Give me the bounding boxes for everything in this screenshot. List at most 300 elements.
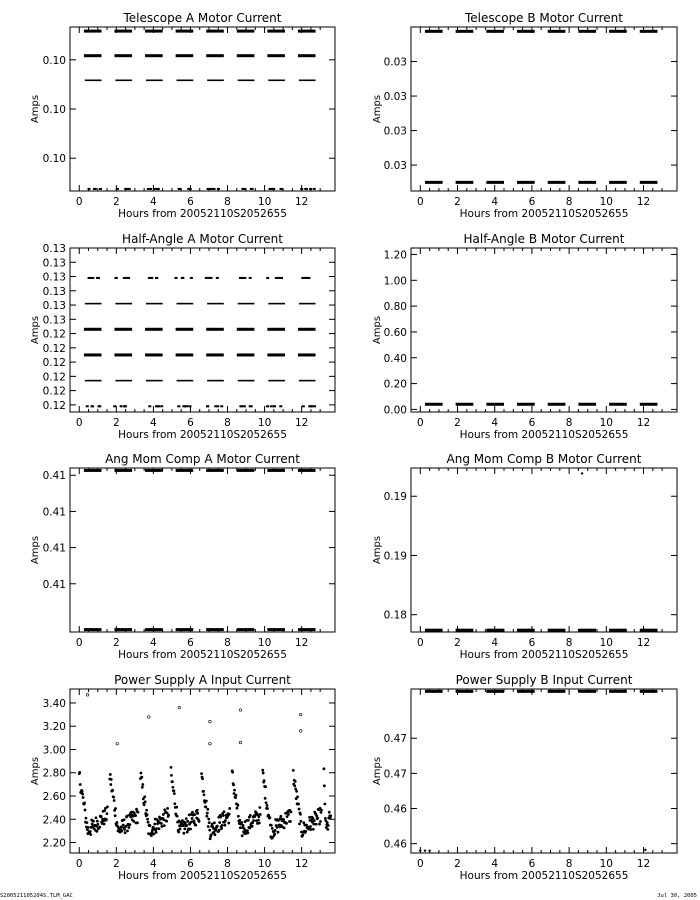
data-point [266,807,269,810]
data-point [299,713,302,716]
data-point [91,823,94,826]
data-point [309,188,312,190]
y-tick-label: 3.40 [42,697,66,710]
data-band-segment [486,690,504,693]
y-tick-label: 0.80 [383,301,407,314]
data-band-segment [207,380,224,382]
data-point [141,783,144,786]
x-tick-label: 0 [416,196,424,208]
data-point [241,834,244,837]
y-tick-label: 0.03 [383,125,407,138]
data-point [320,811,323,814]
data-series [84,469,316,631]
data-point [124,405,127,407]
data-point [271,827,274,830]
data-point [209,720,212,723]
data-point [274,829,277,832]
data-point [216,405,219,407]
data-point [201,777,204,780]
chart-panel-2 [372,11,677,220]
data-point [283,826,286,829]
data-point [191,811,194,814]
data-point [277,831,280,834]
data-point [235,794,238,797]
data-point [196,809,199,812]
data-point [209,188,212,190]
data-point [188,188,191,190]
data-band-segment [176,628,194,631]
data-point [115,277,118,279]
data-point [224,824,227,827]
data-point [177,405,180,407]
data-band-segment [145,328,163,331]
data-band-segment [145,469,163,472]
data-point [326,821,329,824]
data-band-segment [267,469,285,472]
data-point [146,818,149,821]
data-band-segment [640,30,658,33]
data-point [301,834,304,837]
data-band-segment [486,30,504,33]
data-point [218,829,221,832]
data-band-segment [84,469,102,472]
data-band-segment [267,628,285,631]
data-point [205,277,208,279]
y-tick-label: 0.10 [42,54,66,67]
data-point [128,823,131,826]
data-series [425,472,658,631]
chart-title: Half-Angle A Motor Current [122,232,283,246]
y-tick-label: 2.80 [42,767,66,780]
data-point [236,807,239,810]
x-tick-label: 0 [416,417,424,429]
data-point [81,793,84,796]
data-band-segment [237,54,255,57]
data-point [285,822,288,825]
data-point [294,780,297,783]
data-point [252,819,255,822]
data-band-segment [425,30,443,33]
data-point [327,824,330,827]
data-point [258,822,261,825]
data-point [96,830,99,833]
chart-panel-4 [372,232,677,441]
data-point [163,824,166,827]
y-tick-label: 0.10 [42,104,66,116]
data-point [82,796,85,799]
data-point [308,277,311,279]
chart-title: Ang Mom Comp B Motor Current [446,452,642,466]
data-point [95,816,98,819]
data-band-segment [486,403,504,406]
x-tick-label: 4 [150,858,157,870]
data-point [297,803,300,806]
data-point [243,277,246,279]
y-tick-label: 3.20 [42,721,66,734]
data-point [91,277,94,279]
data-point [202,790,205,793]
data-point [209,837,212,840]
data-point [111,789,114,792]
data-point [227,822,230,825]
data-point [94,188,97,190]
y-tick-label: 0.12 [42,328,66,341]
data-point [147,188,150,190]
data-point [114,814,117,817]
data-point [308,816,311,819]
data-point [181,277,184,279]
data-point [323,784,326,787]
data-point [173,792,176,795]
chart-title: Telescope B Motor Current [464,11,624,25]
data-band-segment [578,30,596,33]
data-series [425,30,658,184]
data-point [262,772,265,775]
data-point [313,405,316,407]
data-point [323,803,326,806]
data-band-segment [456,30,474,33]
data-point [183,827,186,830]
data-point [155,831,158,834]
data-point [311,817,314,820]
x-tick-label: 12 [294,637,309,649]
data-band-segment [609,690,627,693]
data-point [220,405,223,407]
y-tick-label: 0.40 [383,352,407,365]
data-band-segment [237,328,255,331]
data-point [123,828,126,831]
data-band-segment [299,303,316,305]
y-tick-label: 0.13 [42,257,66,270]
y-tick-label: 0.41 [42,578,66,591]
data-point [189,828,192,831]
chart-title: Power Supply B Input Current [455,673,633,687]
data-band-segment [425,181,443,184]
data-point [79,783,82,786]
data-point [250,405,253,407]
data-point [258,806,261,809]
data-point [301,277,304,279]
y-axis-label: Amps [30,535,41,565]
data-band-segment [146,380,163,382]
data-band-segment [176,54,194,57]
data-band-segment [206,54,224,57]
data-point [309,825,312,828]
data-point [270,405,273,407]
data-point [116,188,119,190]
x-tick-label: 8 [224,858,231,870]
data-point [122,824,125,827]
x-tick-label: 12 [636,417,651,429]
data-point [219,816,222,819]
y-tick-label: 0.41 [42,506,66,519]
data-point [148,405,151,407]
x-tick-label: 0 [75,196,83,208]
data-point [128,826,131,829]
footer-filename: S200521105204S.TLM_GAC [0,893,73,899]
y-tick-label: 0.19 [383,491,407,504]
data-point [81,790,84,793]
data-point [162,818,165,821]
plot-frame [70,248,335,412]
data-band-segment [640,690,658,693]
data-point [239,277,242,279]
data-point [279,405,282,407]
data-point [239,709,242,712]
data-point [85,821,88,824]
data-point [209,742,212,745]
data-point [171,780,174,783]
data-band-segment [145,30,163,33]
data-point [214,833,217,836]
data-point [160,405,163,407]
x-tick-label: 12 [294,858,309,870]
data-point [112,796,115,799]
data-band-segment [145,54,163,57]
data-band-segment [548,30,566,33]
data-band-segment [425,629,443,632]
data-point [237,815,240,818]
y-tick-label: 0.12 [42,342,66,355]
data-point [246,831,249,834]
data-point [316,817,319,820]
y-tick-label: 0.46 [383,838,407,851]
x-tick-label: 2 [112,637,120,649]
data-point [96,277,99,279]
data-point [304,830,307,833]
data-point [273,833,276,836]
data-point [206,812,209,815]
data-point [216,277,219,279]
data-point [182,832,185,835]
data-band-segment [456,690,474,693]
x-tick-label: 8 [224,417,231,429]
data-point [126,830,129,833]
data-point [207,188,210,190]
data-point [193,813,196,816]
x-tick-label: 4 [150,196,157,208]
data-point [428,849,430,851]
x-tick-label: 10 [257,417,272,429]
data-point [83,802,86,805]
data-point [78,771,81,774]
x-tick-label: 10 [257,637,272,649]
data-point [298,808,301,811]
data-point [106,812,109,815]
data-band-segment [268,380,285,382]
data-band-segment [425,690,443,693]
data-point [185,405,188,407]
plot-frame [411,27,677,191]
x-tick-label: 4 [491,417,499,429]
y-tick-label: 0.10 [42,153,66,166]
x-axis-label: Hours from 20052110S2052655 [459,870,629,882]
x-tick-label: 6 [187,637,194,649]
data-point [153,188,156,190]
data-band-segment [176,353,194,356]
data-band-segment [609,629,627,632]
y-tick-label: 3.00 [42,744,66,757]
data-point [266,405,269,407]
data-point [194,824,197,827]
data-point [322,767,325,770]
data-point [109,773,112,776]
x-tick-label: 0 [75,858,83,870]
data-point [268,816,271,819]
data-point [189,405,192,407]
data-point [232,783,235,786]
y-tick-label: 0.03 [383,91,407,104]
data-point [149,824,152,827]
data-point [141,786,144,789]
y-tick-label: 0.18 [383,609,407,622]
x-tick-label: 8 [224,637,231,649]
x-tick-label: 6 [528,196,536,208]
y-axis-label: Amps [372,94,383,124]
data-band-segment [84,30,102,33]
data-series [84,30,316,190]
plot-frame [411,468,677,632]
x-axis-label: Hours from 20052110S2052655 [118,870,287,882]
data-point [123,277,126,279]
x-tick-label: 2 [454,196,461,208]
data-point [87,188,90,190]
data-point [312,823,315,826]
x-tick-label: 12 [636,637,651,649]
y-tick-label: 0.41 [42,470,66,483]
data-series [84,277,316,407]
x-tick-label: 12 [636,858,651,870]
y-tick-label: 0.13 [42,300,66,313]
data-point [157,188,160,190]
data-band-segment [299,380,316,382]
data-band-segment [298,328,316,331]
plot-frame [70,468,335,632]
data-band-segment [114,469,132,472]
data-band-segment [114,54,132,57]
x-axis-label: Hours from 20052110S2052655 [459,208,629,220]
chart-panel-3 [30,232,335,441]
x-axis-label: Hours from 20052110S2052655 [118,649,287,661]
data-point [205,815,208,818]
x-tick-label: 8 [224,196,231,208]
data-band-segment [145,353,163,356]
data-point [92,820,95,823]
data-band-segment [298,54,316,57]
y-tick-label: 0.41 [42,542,66,555]
data-point [185,824,188,827]
data-point [287,813,290,816]
data-point [208,829,211,832]
data-point [146,813,149,816]
data-band-segment [84,54,102,57]
data-point [249,814,252,817]
data-point [123,818,126,821]
y-tick-label: 0.12 [42,371,66,384]
data-point [144,800,147,803]
data-point [191,817,194,820]
x-tick-label: 12 [294,196,309,208]
x-tick-label: 4 [150,417,157,429]
data-band-segment [548,690,566,693]
x-tick-label: 2 [454,858,461,870]
data-band-segment [640,403,658,406]
x-tick-label: 4 [491,637,499,649]
x-tick-label: 10 [599,417,614,429]
data-point [166,807,169,810]
chart-title: Power Supply A Input Current [114,673,291,687]
data-point [242,188,245,190]
data-band-segment [176,328,194,331]
plot-frame [411,689,677,853]
data-point [329,814,332,817]
data-point [167,814,170,817]
data-band-segment [548,629,566,632]
data-point [113,799,116,802]
data-point [178,706,181,709]
data-point [299,813,302,816]
data-series [425,403,658,406]
data-band-segment [85,80,102,82]
data-point [150,834,153,837]
data-point [242,824,245,827]
data-point [249,277,252,279]
data-band-segment [609,181,627,184]
data-point [136,821,139,824]
y-axis-label: Amps [30,315,41,345]
data-point [98,405,101,407]
data-point [239,826,242,829]
data-point [213,821,216,824]
data-point [269,188,272,190]
data-point [190,821,193,824]
data-band-segment [425,403,443,406]
data-band-segment [146,303,163,305]
y-tick-label: 0.19 [383,550,407,563]
data-point [204,806,207,809]
data-band-segment [238,303,255,305]
data-point [228,813,231,816]
data-band-segment [548,403,566,406]
data-point [84,809,87,812]
data-point [270,824,273,827]
data-point [289,820,292,823]
data-band-segment [115,380,132,382]
data-point [176,815,179,818]
data-point [116,742,119,745]
data-band-segment [268,303,285,305]
data-point [295,790,298,793]
data-point [110,778,113,781]
data-point [85,817,88,820]
data-series [419,690,657,852]
x-tick-label: 6 [187,858,194,870]
data-point [223,810,226,813]
y-tick-label: 0.13 [42,314,66,327]
chart-title: Ang Mom Comp A Motor Current [105,452,300,466]
data-point [158,827,161,830]
y-axis-label: Amps [30,756,41,786]
y-tick-label: 0.00 [383,404,407,417]
data-point [236,804,239,807]
x-tick-label: 8 [565,417,573,429]
data-point [320,809,323,812]
data-point [263,779,266,782]
data-band-segment [114,628,132,631]
data-point [217,188,220,190]
x-axis-label: Hours from 20052110S2052655 [459,429,629,441]
data-point [300,820,303,823]
